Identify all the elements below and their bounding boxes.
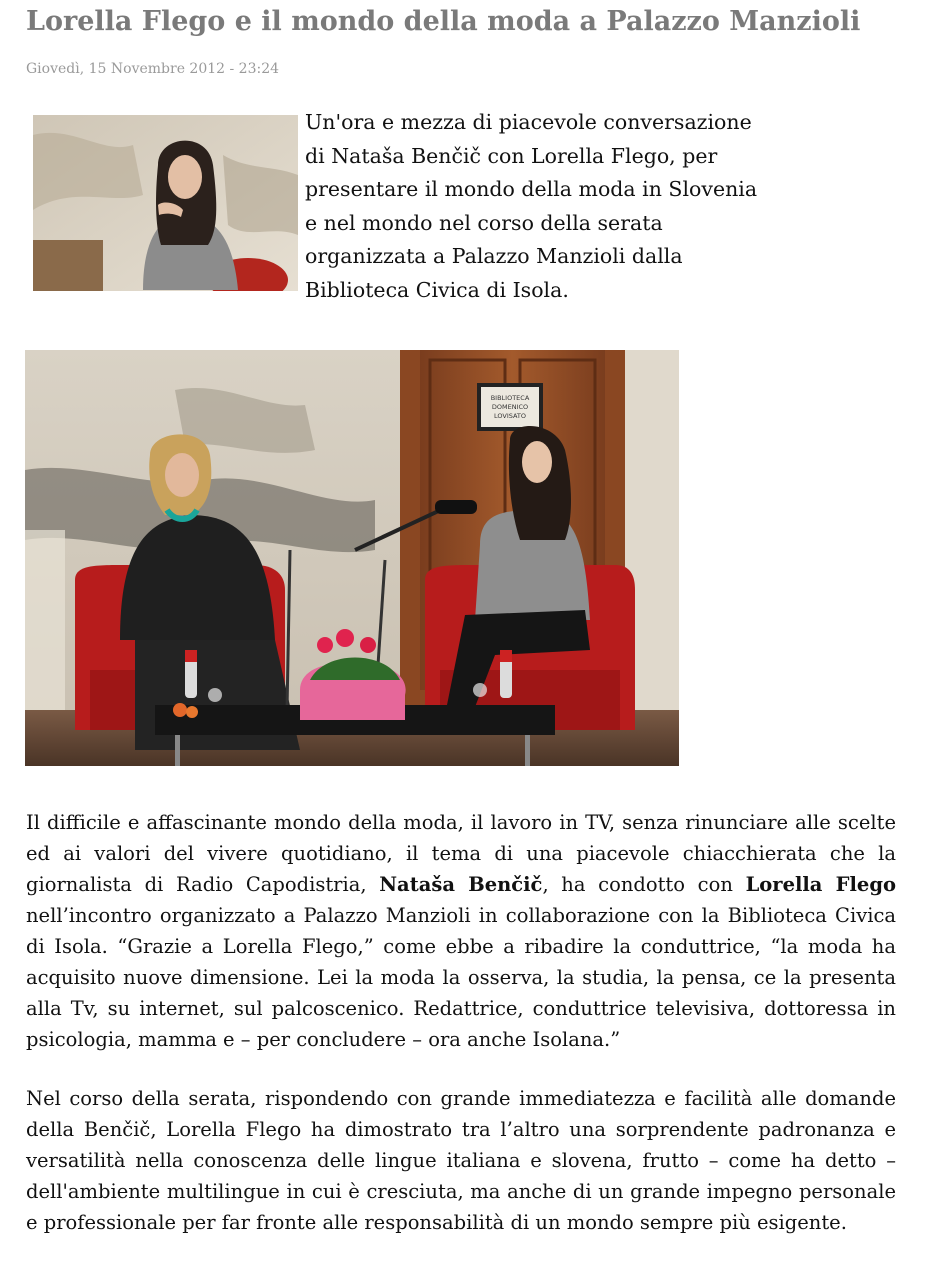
sign-line-3: LOVISATO [493,412,527,420]
p1-text-c: , ha condotto con [542,873,746,896]
p1-text-a: Il difficile e affascinante mondo della moda, il lavoro in TV, senza rinunciare alle scelte ed ai valori del vivere quotidiano, il tema di una piacevole chiacchierata che la giornalista di Radio Capodistria, [26,811,896,896]
thumbnail-photo [33,115,298,291]
intro-text: Un'ora e mezza di piacevole conversazione di Nataša Benčič con Lorella Flego, per presentare il mondo della moda in Slovenia e nel mondo nel corso della serata organizzata a Palazzo Manzioli dalla Biblioteca Civica di Isola. [305,110,758,302]
sign-line-1: BIBLIOTECA [490,394,530,402]
p1-text-e: nell’incontro organizzato a Palazzo Manzioli in collaborazione con la Biblioteca Civica di Isola. “Grazie a Lorella Flego,” come ebbe a ribadire la conduttrice, “la moda ha acquisito nuove dimensione. Lei la moda la osserva, la studia, la pensa, ce la presenta alla Tv, su internet, sul palcoscenico. Redattrice, conduttrice televisiva, dottoressa in psicologia, mamma e – per concludere – ora anche Isolana.” [26,904,896,1051]
p1-name-bencic: Nataša Benčič [379,873,543,896]
event-photo [25,350,679,766]
article-date: Giovedì, 15 Novembre 2012 - 23:24 [26,61,280,77]
article-title[interactable]: Lorella Flego e il mondo della moda a Palazzo Manzioli [26,6,861,37]
p1-name-flego: Lorella Flego [745,873,896,896]
paragraph-1 [26,807,896,1055]
sign-line-2: DOMENICO [491,403,529,411]
paragraph-2: Nel corso della serata, rispondendo con grande immediatezza e facilità alle domande della Benčič, Lorella Flego ha dimostrato tra l’altro una sorprendente padronanza e versatilità nella conoscenza delle lingue italiana e slovena, frutto – come ha detto – dell'ambiente multilingue in cui è cresciuta, ma anche di un grande impegno personale e professionale per far fronte alle responsabilità di un mondo sempre più esigente. [26,1087,896,1234]
